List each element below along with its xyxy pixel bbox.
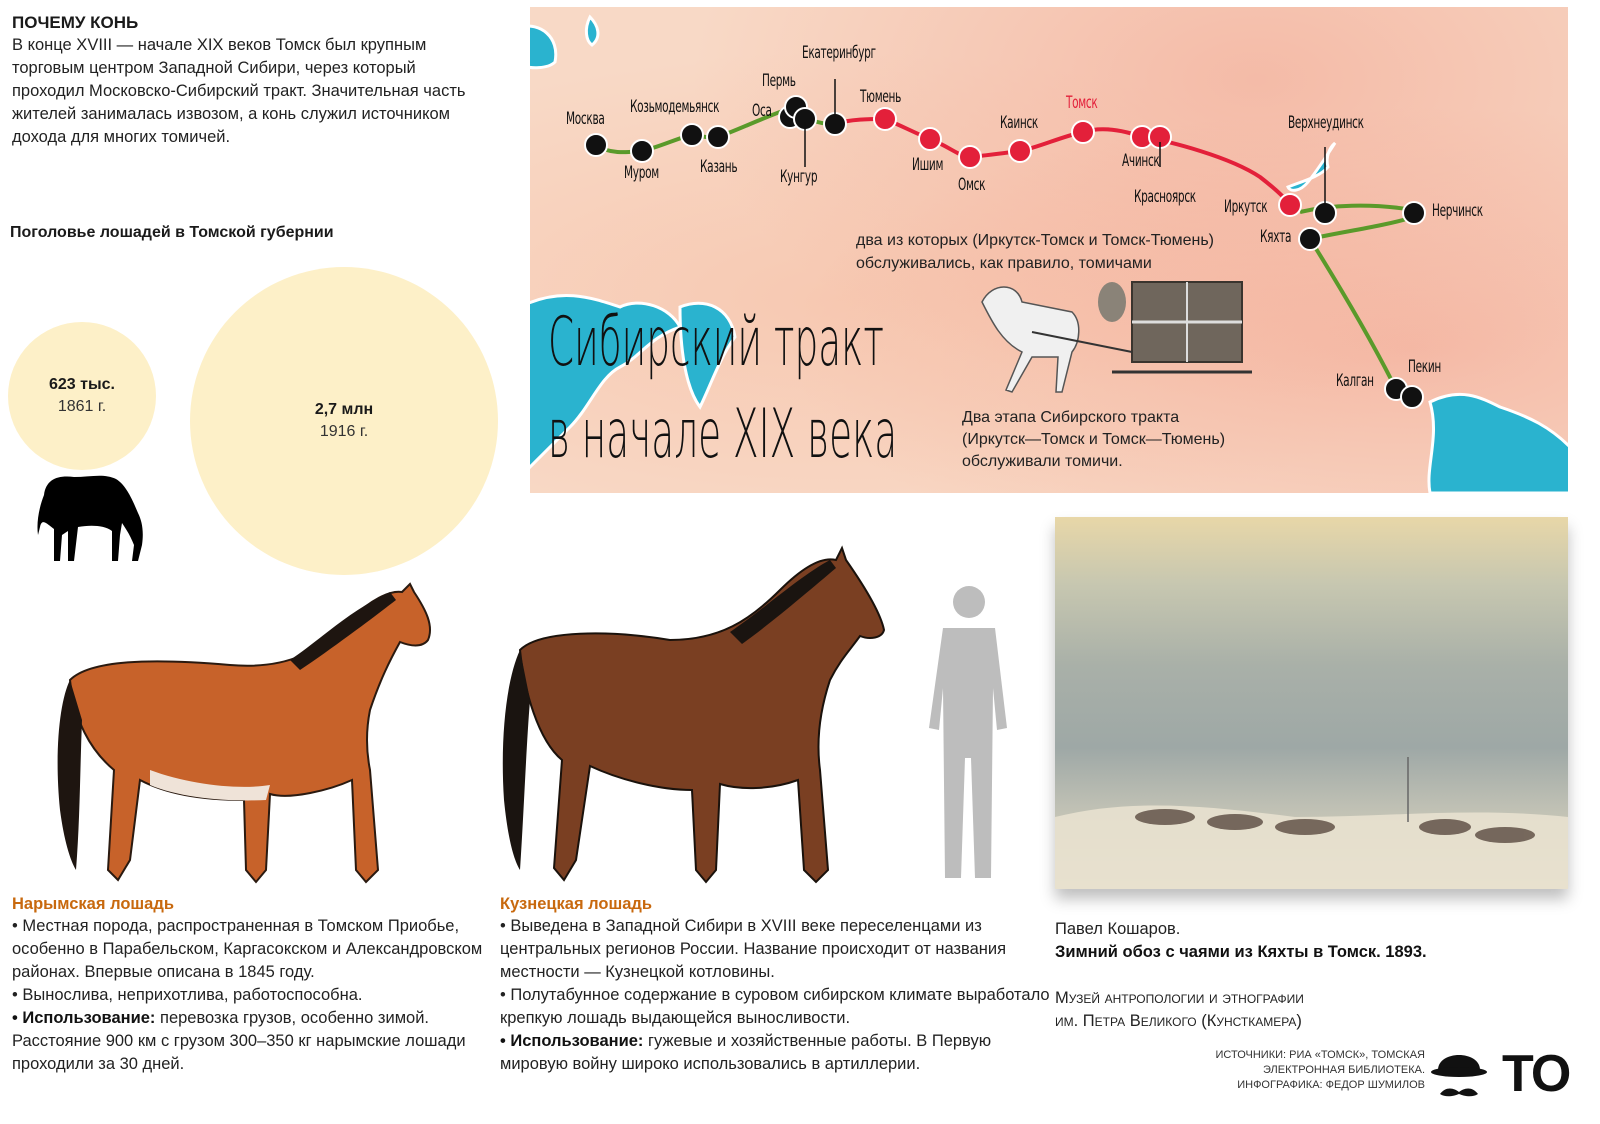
map-note: Два этапа Сибирского тракта (Иркутск—Томск и Томск—Тюмень) обслуживали томичи. [962, 409, 1226, 470]
city-label-beijing: Пекин [1408, 357, 1441, 377]
city-label-tyumen: Тюмень [860, 87, 901, 107]
city-label-ishim: Ишим [912, 155, 944, 175]
horse-sled-illustration [962, 262, 1262, 412]
city-label-verkhneudinsk: Верхнеудинск [1288, 113, 1364, 133]
breed-traits: • Полутабунное содержание в суровом сибирском климате выработало крепкую лошадь выдающейся выносливости. [500, 986, 1050, 1027]
city-label-irkutsk: Иркутск [1224, 197, 1268, 217]
city-label-kungur: Кунгур [780, 167, 818, 187]
breed-name: Кузнецкая лошадь [500, 895, 653, 913]
breed-desc: • Выведена в Западной Сибири в XVIII веке переселенцами из центральных регионов России. Название происходит от названия местности — Кузнецкой котловины. [500, 917, 1007, 981]
painting-caption [1055, 918, 1555, 1033]
city-label-murom: Муром [624, 163, 659, 183]
city-label-kalgan: Калган [1336, 371, 1374, 391]
stat-bubble-1916 [190, 267, 498, 575]
breed-desc: • Местная порода, распространенная в Томском Приобье, особенно в Парабельском, Каргасокском и Александровском районах. Впервые описана в 1845 году. [12, 917, 483, 981]
red-route [835, 119, 1290, 205]
intro-section [12, 12, 472, 149]
siberian-route-map [530, 7, 1568, 493]
breed-narym [12, 893, 492, 1076]
city-label-perm: Пермь [762, 71, 796, 91]
logo-text: TO [1502, 1045, 1570, 1103]
stat-value: 2,7 млн [314, 401, 374, 418]
city-label-omsk: Омск [958, 175, 986, 195]
breed-kuznetsk [500, 893, 1060, 1076]
city-label-yekaterinburg: Екатеринбург [802, 43, 876, 63]
map-title: Сибирский тракт в начале XIX века [548, 303, 898, 474]
stats-title: Поголовье лошадей в Томской губернии [10, 224, 334, 241]
city-label-moscow: Москва [566, 109, 605, 129]
stat-year: 1861 г. [57, 398, 107, 415]
painting-museum: Музей антропологии и этнографии им. Петра Великого (Кунсткамера) [1055, 989, 1304, 1030]
breed-name: Нарымская лошадь [12, 895, 174, 913]
credits: ИСТОЧНИКИ: РИА «ТОМСК», ТОМСКАЯ ЭЛЕКТРОННАЯ БИБЛИОТЕКА. ИНФОГРАФИКА: ФЕДОР ШУМИЛОВ [1215, 1049, 1425, 1091]
narym-horse-illustration [30, 570, 440, 890]
intro-title: ПОЧЕМУ КОНЬ [12, 13, 139, 32]
intro-text: В конце XVIII — начале XIX веков Томск был крупным торговым центром Западной Сибири, через который проходил Московско-Сибирский тракт. Значительная часть жителей занималась извозом, а конь служил источником дохода для многих томичей. [12, 36, 466, 146]
breed-usage: • Использование: перевозка грузов, особенно зимой. Расстояние 900 км с грузом 300–350 кг нарымские лошади проходили за 30 дней. [12, 1009, 466, 1073]
grazing-horse-silhouette-icon [34, 465, 146, 565]
city-label-achinsk: Ачинск [1122, 151, 1160, 171]
breed-traits: • Вынослива, неприхотлива, работоспособна. [12, 986, 363, 1004]
painting-winter-convoy [1055, 517, 1568, 889]
city-label-osa: Оса [752, 101, 772, 121]
map-overlay-note: два из которых (Иркутск-Томск и Томск-Тюмень) обслуживались, как правило, томичами [856, 232, 1215, 272]
city-label-krasnoyarsk: Красноярск [1134, 187, 1196, 207]
kuznetsk-horse-illustration [480, 540, 910, 890]
stat-value: 623 тыс. [49, 376, 115, 393]
painting-scene [1055, 517, 1568, 889]
city-label-tomsk: Томск [1066, 93, 1098, 113]
human-scale-silhouette-icon [925, 578, 1010, 888]
breed-usage: • Использование: гужевые и хозяйственные работы. В Первую мировую войну широко использовались в артиллерии. [500, 1032, 992, 1073]
stat-bubble-1861 [8, 322, 156, 470]
painting-title: Зимний обоз с чаями из Кяхты в Томск. 1893. [1055, 943, 1427, 961]
city-label-kainsk: Каинск [1000, 113, 1038, 133]
painting-author: Павел Кошаров. [1055, 920, 1181, 938]
stat-year: 1916 г. [319, 423, 369, 440]
city-label-kozmodemyansk: Козьмодемьянск [630, 97, 720, 117]
city-label-kyakhta: Кяхта [1260, 227, 1292, 247]
city-label-nerchinsk: Нерчинск [1432, 201, 1483, 221]
city-label-kazan: Казань [700, 157, 738, 177]
